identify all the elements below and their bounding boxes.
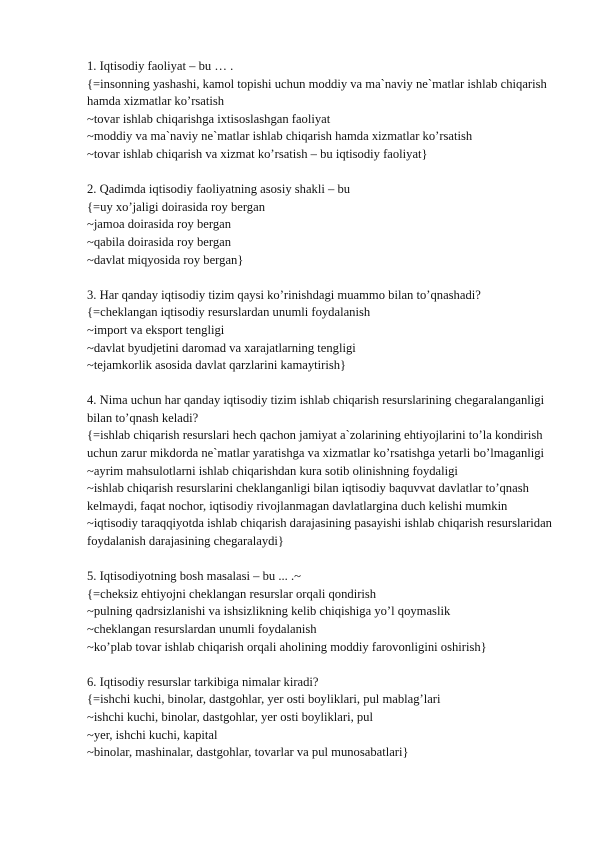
document-page: [87, 58, 557, 779]
question-text: 3. Har qanday iqtisodiy tizim qaysi ko’rinishdagi muammo bilan to’qnashadi?: [87, 287, 481, 302]
question-text: 5. Iqtisodiyotning bosh masalasi – bu ... .~: [87, 569, 301, 584]
question-text: 2. Qadimda iqtisodiy faoliyatning asosiy shakli – bu: [87, 182, 351, 197]
answer-option: ~davlat byudjetini daromad va xarajatlarning tengligi: [87, 340, 356, 355]
answer-option: ~ishchi kuchi, binolar, dastgohlar, yer osti boyliklari, pul: [87, 709, 373, 724]
answer-option: ~yer, ishchi kuchi, kapital: [87, 727, 218, 742]
correct-answer: {=uy xo’jaligi doirasida roy bergan: [87, 199, 265, 214]
correct-answer: {=cheklangan iqtisodiy resurslardan unumli foydalanish: [87, 305, 371, 320]
question-text: 4. Nima uchun har qanday iqtisodiy tizim ishlab chiqarish resurslarining chegaralanganligi bilan to’qnash keladi?: [87, 393, 548, 425]
answer-option: ~jamoa doirasida roy bergan: [87, 217, 232, 232]
answer-option: ~davlat miqyosida roy bergan}: [87, 252, 244, 267]
correct-answer: {=insonning yashashi, kamol topishi uchun moddiy va ma`naviy ne`matlar ishlab chiqarish hamda xizmatlar ko’rsatish: [87, 76, 550, 109]
question-block: [87, 181, 557, 269]
answer-option: ~ko’plab tovar ishlab chiqarish orqali aholining moddiy farovonligini oshirish}: [87, 639, 487, 654]
answer-option: ~tovar ishlab chiqarish va xizmat ko’rsatish – bu iqtisodiy faoliyat}: [87, 146, 428, 161]
answer-option: ~iqtisodiy taraqqiyotda ishlab chiqarish darajasining pasayishi ishlab chiqarish resurslaridan foydalanish darajasining chegaralaydi}: [87, 516, 556, 549]
correct-answer: {=ishchi kuchi, binolar, dastgohlar, yer osti boyliklari, pul mablag’lari: [87, 692, 441, 707]
answer-option: ~pulning qadrsizlanishi va ishsizlikning kelib chiqishiga yo’l qoymaslik: [87, 604, 451, 619]
question-block: [87, 392, 557, 550]
answer-option: ~binolar, mashinalar, dastgohlar, tovarlar va pul munosabatlari}: [87, 745, 409, 760]
answer-option: ~qabila doirasida roy bergan: [87, 234, 232, 249]
answer-option: ~import va eksport tengligi: [87, 322, 225, 337]
answer-option: ~ishlab chiqarish resurslarini cheklanganligi bilan iqtisodiy baquvvat davlatlar to’qnash kelmaydi, faqat nochor, iqtisodiy rivojlanmagan davlatlargina duch kelishi mumkin: [87, 481, 533, 513]
question-block: [87, 58, 557, 164]
answer-option: ~ayrim mahsulotlarni ishlab chiqarishdan kura sotib olinishning foydaligi: [87, 463, 458, 478]
correct-answer: {=cheksiz ehtiyojni cheklangan resurslar orqali qondirish: [87, 586, 377, 601]
question-block: [87, 287, 557, 375]
question-block: [87, 674, 557, 762]
answer-option: ~cheklangan resurslardan unumli foydalanish: [87, 622, 317, 636]
question-text: 6. Iqtisodiy resurslar tarkibiga nimalar kiradi?: [87, 674, 319, 689]
question-block: [87, 568, 557, 656]
answer-option: ~tovar ishlab chiqarishga ixtisoslashgan faoliyat: [87, 111, 331, 126]
correct-answer: {=ishlab chiqarish resurslari hech qachon jamiyat a`zolarining ehtiyojlarini to’la kondirish uchun zarur mikdorda ne`matlar yaratishga va xizmatlar ko’rsatishga yetarli bo’lmaganligi: [87, 428, 546, 461]
answer-option: ~moddiy va ma`naviy ne`matlar ishlab chiqarish hamda xizmatlar ko’rsatish: [87, 129, 473, 144]
question-text: 1. Iqtisodiy faoliyat – bu … .: [87, 59, 234, 73]
answer-option: ~tejamkorlik asosida davlat qarzlarini kamaytirish}: [87, 358, 347, 373]
